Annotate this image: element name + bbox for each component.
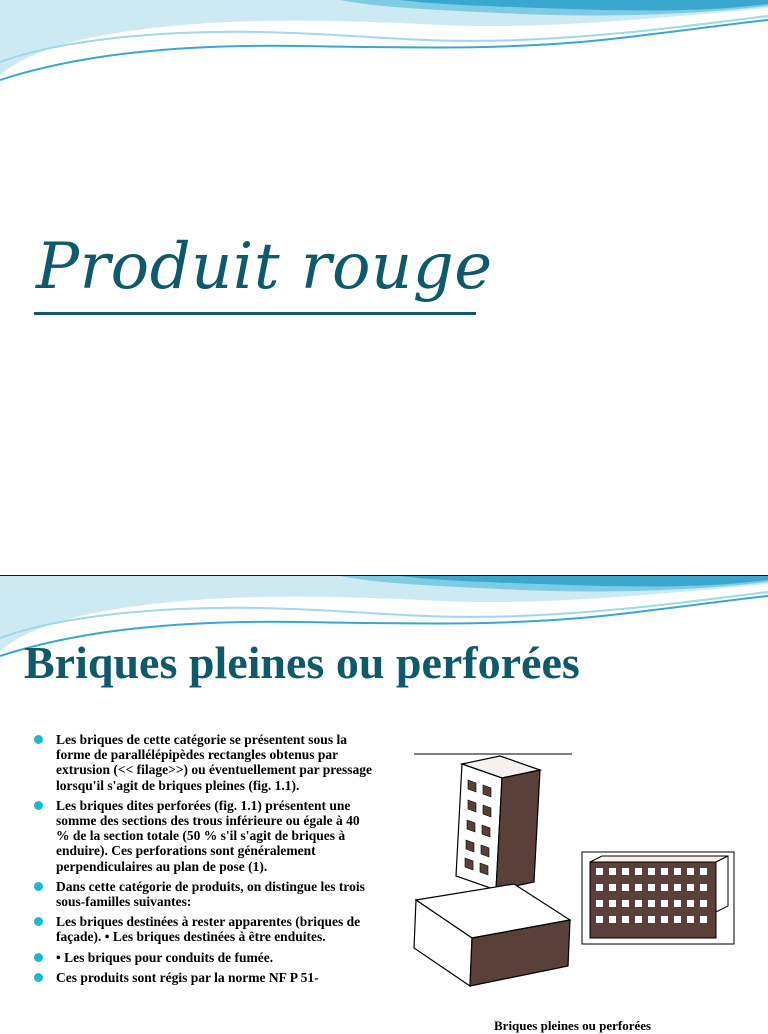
list-item	[30, 879, 375, 909]
list-item	[30, 914, 375, 944]
bullet-list	[30, 732, 375, 990]
bullet-icon	[34, 882, 43, 891]
bullet-icon	[34, 735, 43, 744]
figure-caption: Briques pleines ou perforées	[494, 1018, 652, 1033]
bullet-text: Les briques dites perforées (fig. 1.1) présentent une somme des sections des trous inférieure ou égale à 40 % de la section totale (50 % s'il s'agit de briques à enduire). Ces perforations sont généralement perpendiculaires au plan de pose (1).	[56, 797, 360, 874]
bullet-icon	[34, 973, 43, 982]
list-item	[30, 798, 375, 874]
list-item	[30, 970, 375, 985]
slide-heading: Briques pleines ou perforées	[24, 637, 580, 688]
bullet-text: Les briques de cette catégorie se présentent sous la forme de parallélépipèdes rectangles obtenus par extrusion (<< filage>>) ou éventuellement par pressage lorsqu'il s'agit de briques pleines (fig. 1.1).	[56, 732, 372, 793]
brick-illustration-icon	[410, 750, 740, 1000]
standing-perforated-brick	[456, 756, 540, 890]
slide-bricks	[0, 576, 768, 1033]
bullet-text: Ces produits sont régis par la norme NF P 51-	[56, 969, 319, 985]
bullet-icon	[34, 953, 43, 962]
bullet-text: Les briques destinées à rester apparentes (briques de façade). • Les briques destinées à être enduites.	[56, 914, 361, 945]
slide-title-heading: Produit rouge	[36, 230, 493, 304]
bullet-text: • Les briques pour conduits de fumée.	[56, 949, 274, 965]
multi-hole-brick	[582, 852, 734, 944]
wave-header-decoration	[0, 0, 768, 95]
bullet-text: Dans cette catégorie de produits, on distingue les trois sous-familles suivantes:	[56, 878, 365, 910]
bullet-icon	[34, 917, 43, 926]
list-item	[30, 732, 375, 793]
solid-brick	[414, 884, 570, 986]
list-item	[30, 950, 375, 965]
bullet-icon	[34, 801, 43, 810]
title-underline	[34, 312, 476, 315]
